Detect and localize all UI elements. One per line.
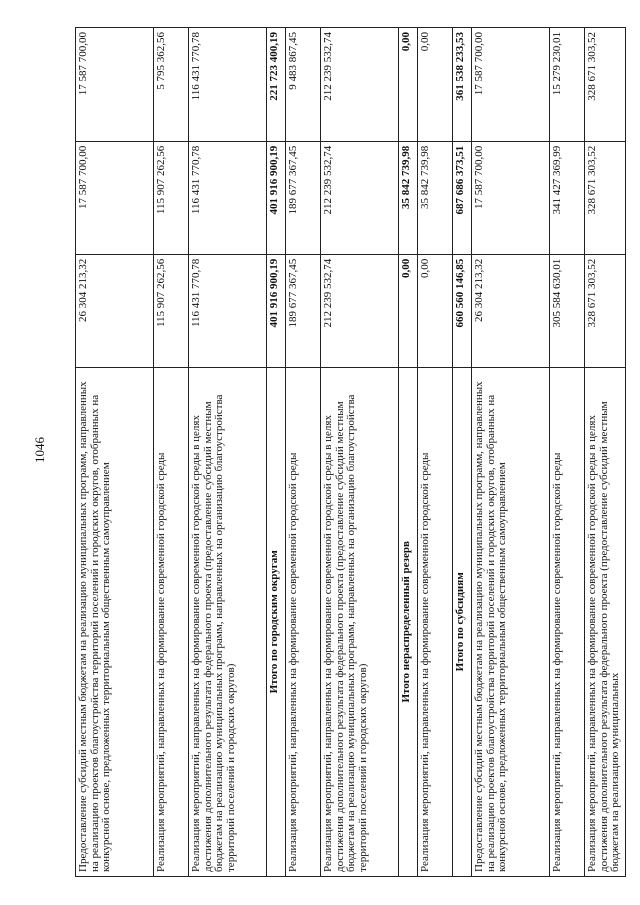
amount-cell: 401 916 900,19 [267,141,286,254]
amount-cell: 0,00 [399,28,418,142]
amount-cell: 0,00 [418,28,453,142]
amount-cell: 116 431 770,78 [189,254,267,367]
amount-cell: 401 916 900,19 [267,254,286,367]
amount-cell: 17 587 700,00 [76,141,154,254]
table-row [585,28,626,877]
row-description: Реализация мероприятий, направленных на формирование современной городской среды в целях достижения дополнительного результата федерального проекта (предоставление субсидий местным бюджетам на реализацию муниципальных [585,367,626,876]
rotated-table-frame [75,27,621,877]
amount-cell: 660 560 146,85 [453,254,472,367]
total-label: Итого по субсидиям [453,367,472,876]
amount-cell: 212 239 532,74 [321,28,399,142]
amount-cell: 116 431 770,78 [189,141,267,254]
table-row [550,28,585,877]
amount-cell: 5 795 362,56 [154,28,189,142]
row-description: Реализация мероприятий, направленных на формирование современной городской среды [550,367,585,876]
amount-cell: 221 723 400,19 [267,28,286,142]
amount-cell: 0,00 [418,254,453,367]
amount-cell: 35 842 739,98 [418,141,453,254]
subsidy-table [75,27,626,877]
amount-cell: 328 671 303,52 [585,254,626,367]
table-row [321,28,399,877]
total-label: Итого по городским округам [267,367,286,876]
amount-cell: 17 587 700,00 [472,141,550,254]
amount-cell: 189 677 367,45 [286,254,321,367]
table-row [189,28,267,877]
row-description: Предоставление субсидий местным бюджетам на реализацию муниципальных программ, направленных на реализацию проектов благоустройства территорий поселений и городских округов, отобранных на конкурсной основе, предложенных территориальным общественным самоуправлением [76,367,154,876]
amount-cell: 17 587 700,00 [472,28,550,142]
amount-cell: 9 483 867,45 [286,28,321,142]
row-description: Предоставление субсидий местным бюджетам на реализацию муниципальных программ, направленных на реализацию проектов благоустройства территорий поселений и городских округов, отобранных на конкурсной основе, предложенных территориальным общественным самоуправлением [472,367,550,876]
amount-cell: 26 304 213,32 [472,254,550,367]
table-row [472,28,550,877]
total-row [399,28,418,877]
table-row [76,28,154,877]
amount-cell: 115 907 262,56 [154,254,189,367]
table-row [154,28,189,877]
amount-cell: 116 431 770,78 [189,28,267,142]
table-row [418,28,453,877]
amount-cell: 361 538 233,53 [453,28,472,142]
page-number: 1046 [32,437,47,463]
row-description: Реализация мероприятий, направленных на формирование современной городской среды [154,367,189,876]
row-description: Реализация мероприятий, направленных на формирование современной городской среды [286,367,321,876]
table-row [286,28,321,877]
amount-cell: 15 279 230,01 [550,28,585,142]
row-description: Реализация мероприятий, направленных на формирование современной городской среды в целях достижения дополнительного результата федерального проекта (предоставление субсидий местным бюджетам на реализацию муниципальных программ, направленных на организацию благоустройства территорий поселений и городских округов) [189,367,267,876]
amount-cell: 212 239 532,74 [321,254,399,367]
total-row [267,28,286,877]
amount-cell: 341 427 369,99 [550,141,585,254]
amount-cell: 115 907 262,56 [154,141,189,254]
amount-cell: 17 587 700,00 [76,28,154,142]
total-label: Итого нераспределенный резерв [399,367,418,876]
row-description: Реализация мероприятий, направленных на формирование современной городской среды в целях достижения дополнительного результата федерального проекта (предоставление субсидий местным бюджетам на реализацию муниципальных программ, направленных на организацию благоустройства территорий поселений и городских округов) [321,367,399,876]
amount-cell: 35 842 739,98 [399,141,418,254]
amount-cell: 687 686 373,51 [453,141,472,254]
amount-cell: 328 671 303,52 [585,141,626,254]
amount-cell: 189 677 367,45 [286,141,321,254]
amount-cell: 212 239 532,74 [321,141,399,254]
row-description: Реализация мероприятий, направленных на формирование современной городской среды [418,367,453,876]
amount-cell: 26 304 213,32 [76,254,154,367]
amount-cell: 328 671 303,52 [585,28,626,142]
amount-cell: 305 584 630,01 [550,254,585,367]
amount-cell: 0,00 [399,254,418,367]
total-row [453,28,472,877]
